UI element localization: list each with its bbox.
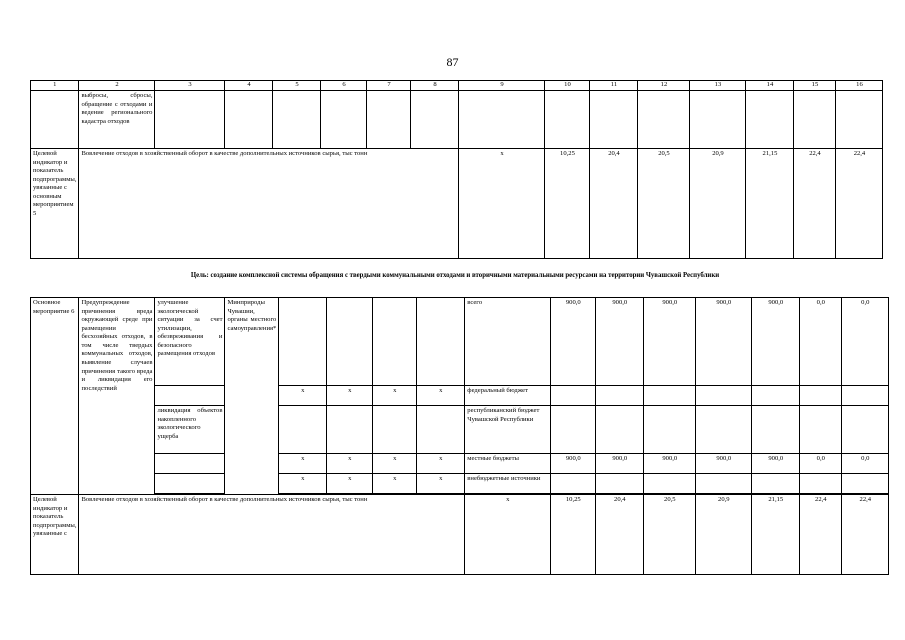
funding-value — [842, 406, 889, 454]
header-cell: 11 — [590, 81, 638, 91]
funding-value: 900,0 — [596, 298, 644, 386]
indicator-row — [31, 149, 883, 259]
table-row — [31, 386, 889, 406]
funding-value — [696, 406, 752, 454]
header-cell: 1 — [31, 81, 79, 91]
code-cell: х — [373, 474, 417, 494]
indicator-value: 20,4 — [596, 495, 644, 575]
header-cell: 6 — [321, 81, 367, 91]
funding-source: республиканский бюджет Чувашской Республики — [465, 406, 551, 454]
code-cell: х — [327, 474, 373, 494]
code-cell: х — [279, 386, 327, 406]
header-cell: 9 — [459, 81, 545, 91]
funding-value — [800, 406, 842, 454]
funding-source: всего — [465, 298, 551, 386]
header-cell: 13 — [690, 81, 746, 91]
goal-heading: Цель: создание комплексной системы обращения с твердыми коммунальными отходами и вторичными материальными ресурсами на территории Чувашской Республики — [190, 272, 720, 279]
funding-value: 0,0 — [800, 454, 842, 474]
indicator-col9: х — [459, 149, 545, 259]
table-row — [31, 298, 889, 386]
header-cell: 12 — [638, 81, 690, 91]
indicator-value: 22,4 — [794, 149, 836, 259]
funding-value — [842, 474, 889, 494]
funding-value: 900,0 — [551, 298, 596, 386]
funding-value — [752, 386, 800, 406]
funding-value — [596, 474, 644, 494]
header-cell: 14 — [746, 81, 794, 91]
funding-value — [696, 474, 752, 494]
header-cell: 2 — [79, 81, 155, 91]
funding-value: 0,0 — [842, 454, 889, 474]
funding-value — [644, 386, 696, 406]
indicator-value: 20,5 — [638, 149, 690, 259]
code-cell — [373, 406, 417, 454]
code-cell — [417, 298, 465, 386]
code-cell: х — [417, 386, 465, 406]
header-cell: 7 — [367, 81, 411, 91]
funding-value — [644, 406, 696, 454]
code-cell — [373, 298, 417, 386]
funding-source: федеральный бюджет — [465, 386, 551, 406]
table-row — [31, 91, 883, 149]
funding-value — [551, 386, 596, 406]
event-description: Предупреждение причинения вреда окружающей среде при размещении бесхозяйных отходов, в том числе твердых коммунальных отходов, выявление случаев причинения такого вреда и ликвидация его последствий — [79, 298, 155, 495]
indicator-col9: х — [465, 495, 551, 575]
header-cell: 16 — [836, 81, 883, 91]
indicator-value: 22,4 — [800, 495, 842, 575]
funding-value — [596, 406, 644, 454]
funding-value — [551, 474, 596, 494]
code-cell — [327, 298, 373, 386]
code-cell: х — [417, 474, 465, 494]
funding-value — [800, 474, 842, 494]
indicator-value: 21,15 — [752, 495, 800, 575]
code-cell — [279, 298, 327, 386]
indicator-text: Вовлечение отходов в хозяйственный оборот в качестве дополнительных источников сырья, тыс тонн — [79, 149, 459, 259]
funding-value: 900,0 — [644, 298, 696, 386]
continuation-text: выбросы, сбросы, обращение с отходами и ведение регионального кадастра отходов — [79, 91, 155, 149]
funding-source: местные бюджеты — [465, 454, 551, 474]
code-cell: х — [279, 474, 327, 494]
code-cell — [279, 406, 327, 454]
header-cell: 4 — [225, 81, 273, 91]
indicator-label: Целевой индикатор и показатель подпрограммы, увязанные с основным мероприятием 5 — [31, 149, 79, 259]
code-cell — [327, 406, 373, 454]
header-row — [31, 81, 883, 91]
header-cell: 15 — [794, 81, 836, 91]
event-label: Основное мероприятие 6 — [31, 298, 79, 495]
funding-value — [644, 474, 696, 494]
indicator-value: 21,15 — [746, 149, 794, 259]
funding-value — [551, 406, 596, 454]
funding-value — [842, 386, 889, 406]
header-cell: 10 — [545, 81, 590, 91]
funding-value: 0,0 — [842, 298, 889, 386]
event-executor: Минприроды Чувашии, органы местного самоуправления* — [225, 298, 279, 495]
indicator-value: 22,4 — [836, 149, 883, 259]
indicator-value: 20,9 — [690, 149, 746, 259]
funding-value — [752, 474, 800, 494]
funding-value — [696, 386, 752, 406]
event6-table — [30, 297, 889, 575]
page-number: 87 — [446, 55, 459, 69]
top-table — [30, 80, 883, 259]
indicator-value: 10,25 — [545, 149, 590, 259]
code-cell: х — [327, 454, 373, 474]
code-cell: х — [327, 386, 373, 406]
header-cell: 3 — [155, 81, 225, 91]
funding-value: 900,0 — [752, 298, 800, 386]
funding-value: 900,0 — [696, 298, 752, 386]
indicator-value: 22,4 — [842, 495, 889, 575]
indicator-value: 20,4 — [590, 149, 638, 259]
funding-value: 900,0 — [596, 454, 644, 474]
table-row — [31, 474, 889, 494]
funding-value: 900,0 — [696, 454, 752, 474]
funding-source: внебюджетные источники — [465, 474, 551, 494]
funding-value: 900,0 — [752, 454, 800, 474]
indicator-value: 20,9 — [696, 495, 752, 575]
event-result-b: ликвидация объектов накопленного экологического ущерба — [155, 406, 225, 454]
code-cell: х — [417, 454, 465, 474]
funding-value: 0,0 — [800, 298, 842, 386]
indicator-value: 10,25 — [551, 495, 596, 575]
code-cell: х — [373, 454, 417, 474]
code-cell — [417, 406, 465, 454]
funding-value — [800, 386, 842, 406]
funding-value: 900,0 — [644, 454, 696, 474]
funding-value: 900,0 — [551, 454, 596, 474]
indicator-text: Вовлечение отходов в хозяйственный оборот в качестве дополнительных источников сырья, тыс тонн — [79, 495, 465, 575]
table-row — [31, 454, 889, 474]
event-result-a: улучшение экологической ситуации за счет утилизации, обезвреживания и безопасного размещения отходов — [155, 298, 225, 386]
table-row — [31, 406, 889, 454]
indicator-label: Целевой индикатор и показатель подпрограммы, увязанные с — [31, 495, 79, 575]
code-cell: х — [279, 454, 327, 474]
indicator-value: 20,5 — [644, 495, 696, 575]
header-cell: 8 — [411, 81, 459, 91]
indicator-row — [31, 495, 889, 575]
funding-value — [596, 386, 644, 406]
code-cell: х — [373, 386, 417, 406]
header-cell: 5 — [273, 81, 321, 91]
funding-value — [752, 406, 800, 454]
